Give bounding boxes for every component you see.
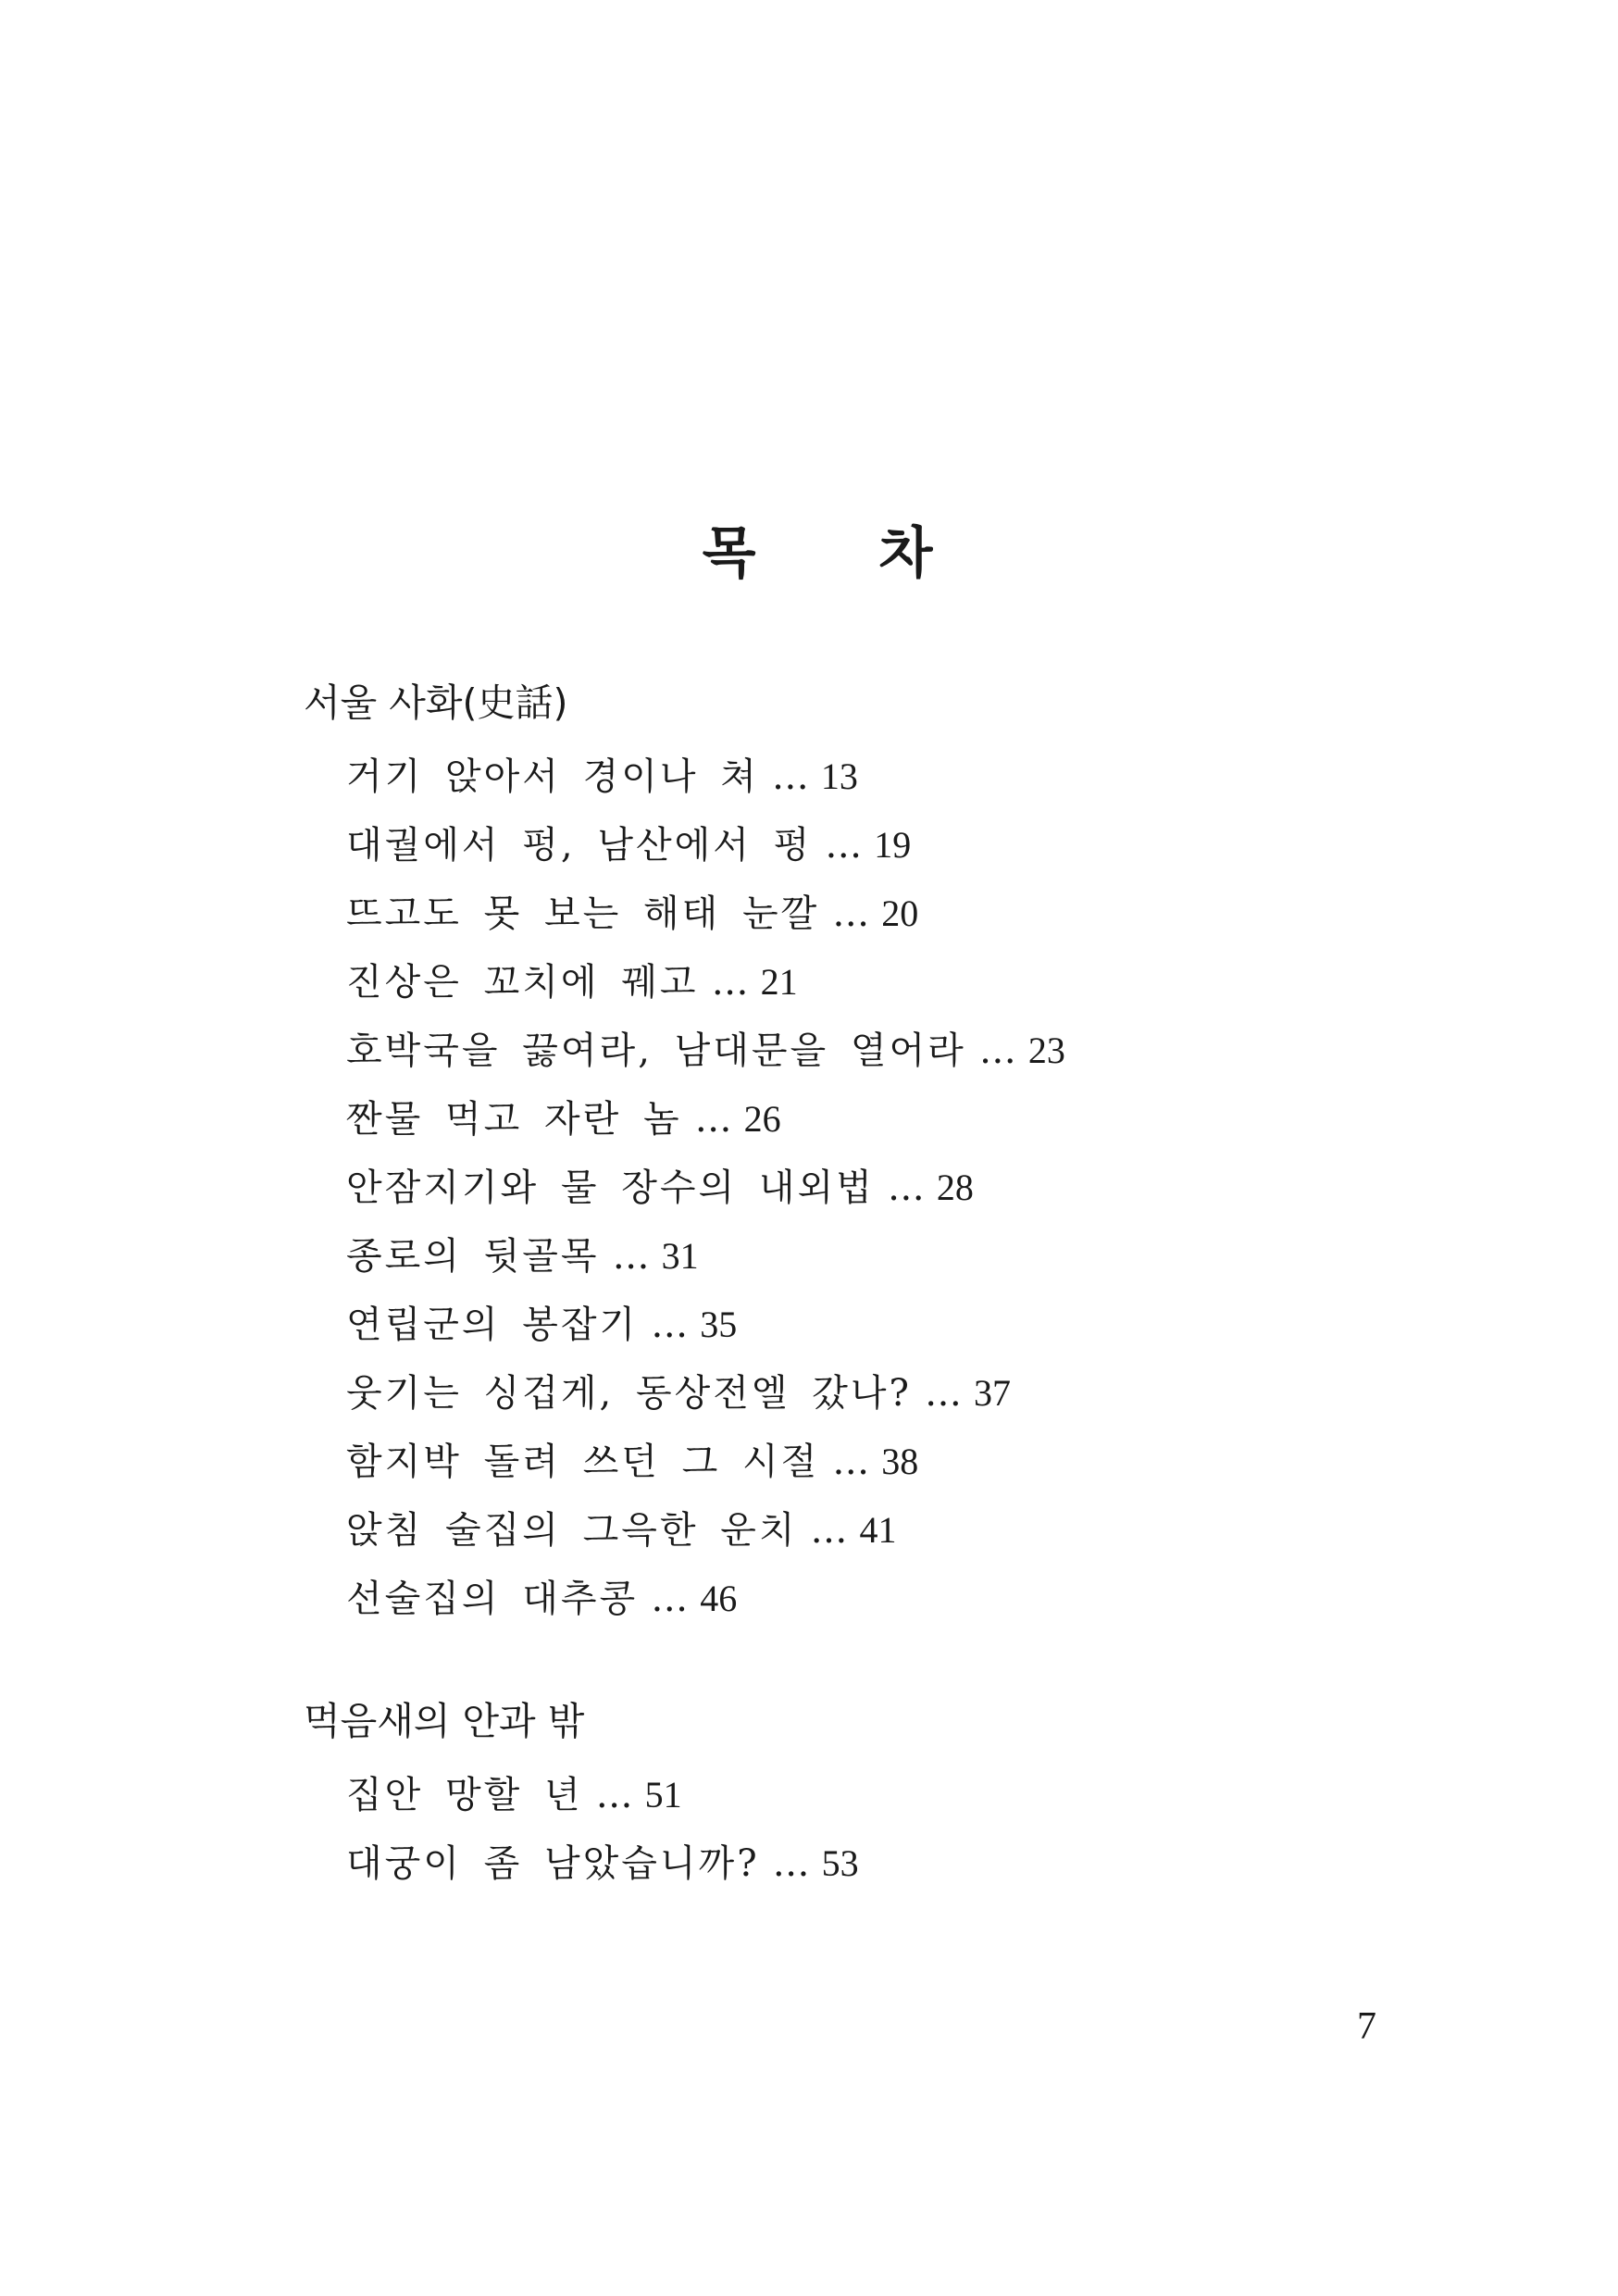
toc-section-seoul-history: [304, 674, 1414, 1633]
entry-page-number: 23: [1027, 1029, 1065, 1071]
entry-page-number: 37: [973, 1372, 1011, 1414]
entry-title: 진상은 꼬치에 꿰고: [346, 961, 699, 1004]
toc-entry: [346, 880, 1414, 948]
entry-page-number: 51: [644, 1774, 682, 1816]
leader-dots: …: [772, 1842, 813, 1885]
entry-title: 안잠지기와 물 장수의 내외법: [346, 1167, 875, 1209]
leader-dots: …: [771, 755, 812, 798]
toc-entry: [346, 1565, 1414, 1633]
leader-dots: …: [651, 1578, 691, 1620]
entry-page-number: 20: [881, 892, 919, 934]
entry-title: 선술집의 대추콩: [346, 1578, 639, 1620]
toc-entry: [346, 1085, 1414, 1154]
entry-title: 웃기는 싱겁게, 동상전엘 갔나?: [346, 1372, 912, 1415]
entry-title: 연립군의 봉잡기: [346, 1304, 639, 1346]
leader-dots: …: [810, 1509, 851, 1552]
entry-title: 종로의 뒷골목: [346, 1235, 600, 1278]
entry-page-number: 26: [743, 1098, 781, 1140]
entry-title: 대궐에서 펑, 남산에서 펑: [346, 824, 813, 867]
entry-title: 집안 망할 년: [346, 1774, 583, 1816]
leader-dots: …: [832, 1441, 873, 1483]
entry-page-number: 46: [700, 1578, 738, 1619]
entry-page-number: 19: [874, 824, 912, 866]
entry-title: 거기 앉아서 경이나 쳐: [346, 755, 759, 798]
entry-page-number: 38: [881, 1441, 919, 1482]
toc-entry: [346, 1428, 1414, 1496]
page-title: 목 차: [702, 521, 985, 587]
leader-dots: …: [595, 1774, 636, 1816]
entry-title: 대궁이 좀 남았습니까?: [346, 1842, 760, 1885]
leader-dots: …: [711, 961, 752, 1004]
entry-page-number: 53: [821, 1842, 859, 1884]
toc-entry: [346, 1291, 1414, 1359]
section-title: 먹음새의 안과 밖: [304, 1699, 585, 1743]
toc-entry: [346, 742, 1414, 811]
entry-title: 호박국을 끓여라, 남대문을 열어라: [346, 1029, 966, 1072]
entry-page-number: 35: [700, 1304, 738, 1345]
leader-dots: …: [825, 824, 865, 867]
leader-dots: …: [924, 1372, 965, 1415]
entry-title: 뜨고도 못 보는 해태 눈깔: [346, 892, 820, 935]
toc-entry: [346, 1359, 1414, 1428]
toc-entry: [346, 1222, 1414, 1291]
toc-entry: [346, 1154, 1414, 1222]
leader-dots: …: [832, 892, 873, 935]
entry-page-number: 13: [820, 755, 858, 797]
toc-entry: [346, 1761, 1414, 1829]
entry-page-number: 31: [661, 1235, 699, 1277]
leader-dots: …: [887, 1167, 927, 1209]
toc-entry: [346, 811, 1414, 880]
leader-dots: …: [694, 1098, 735, 1141]
entry-page-number: 21: [760, 961, 798, 1003]
toc-entry: [346, 1017, 1414, 1085]
toc-entry: [346, 948, 1414, 1017]
table-of-contents: [304, 674, 1414, 1898]
toc-entry: [346, 1829, 1414, 1898]
entry-list: [304, 1761, 1414, 1898]
entry-title: 짠물 먹고 자란 놈: [346, 1098, 682, 1141]
leader-dots: …: [651, 1304, 691, 1346]
toc-entry: [346, 1496, 1414, 1565]
entry-title: 앉침 술집의 그윽한 운치: [346, 1509, 798, 1552]
leader-dots: …: [978, 1029, 1019, 1072]
toc-section-food-culture: [304, 1692, 1414, 1898]
entry-page-number: 41: [859, 1509, 897, 1551]
entry-list: [304, 742, 1414, 1633]
entry-page-number: 28: [936, 1167, 974, 1208]
page-number: 7: [1357, 2005, 1376, 2048]
section-title: 서울 사화(史話): [304, 680, 568, 725]
entry-title: 함지박 돌려 쓰던 그 시절: [346, 1441, 820, 1483]
leader-dots: …: [612, 1235, 653, 1278]
